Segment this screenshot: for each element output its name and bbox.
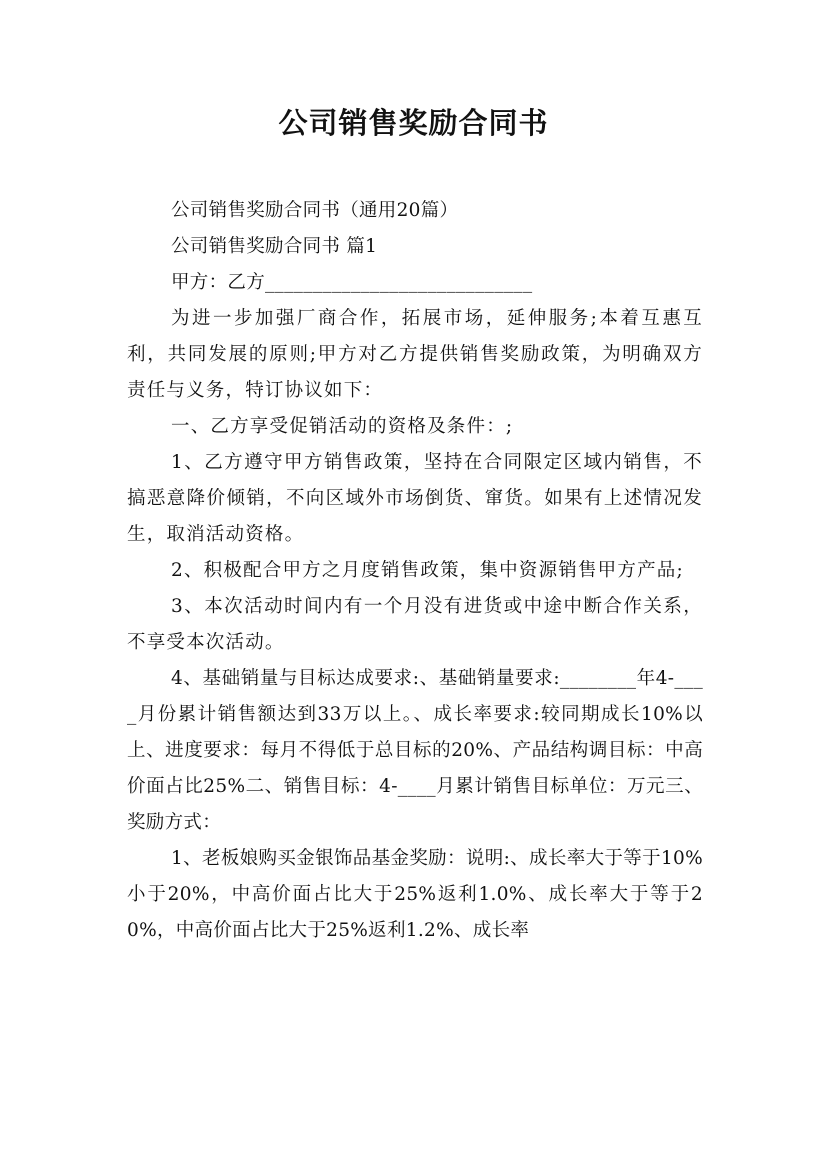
paragraph-clause-4: 4、基础销量与目标达成要求:、基础销量要求:________年4-____月份累计销售额达到33万以上。、成长率要求:较同期成长10%以上、进度要求：每月不得低于总目标的20%、产品结构调目标：中高价面占比25%二、销售目标：4-____月累计销售目标单位：万元三、奖励方式： — [127, 668, 703, 833]
paragraph-reward-1: 1、老板娘购买金银饰品基金奖励：说明:、成长率大于等于10%小于20%，中高价面占比大于25%返利1.0%、成长率大于等于20%，中高价面占比大于25%返利1.2%、成长率 — [127, 848, 703, 941]
paragraph-clause-heading: 一、乙方享受促销活动的资格及条件：; — [171, 416, 514, 437]
paragraph-clause-1: 1、乙方遵守甲方销售政策，坚持在合同限定区域内销售，不搞恶意降价倾销，不向区域外市场倒货、窜货。如果有上述情况发生，取消活动资格。 — [127, 452, 703, 545]
paragraph-preamble: 为进一步加强厂商合作，拓展市场，延伸服务;本着互惠互利，共同发展的原则;甲方对乙方提供销售奖励政策，为明确双方责任与义务，特订协议如下： — [127, 308, 703, 401]
document-title: 公司销售奖励合同书 — [278, 106, 549, 140]
paragraph-section-heading: 公司销售奖励合同书 篇1 — [171, 236, 378, 257]
paragraph-clause-2: 2、积极配合甲方之月度销售政策，集中资源销售甲方产品; — [171, 560, 684, 581]
paragraph-subtitle: 公司销售奖励合同书（通用20篇） — [171, 200, 459, 221]
paragraph-clause-3: 3、本次活动时间内有一个月没有进货或中途中断合作关系，不享受本次活动。 — [127, 596, 703, 653]
paragraph-parties: 甲方：乙方____________________________ — [171, 272, 533, 293]
document-body — [127, 193, 703, 949]
